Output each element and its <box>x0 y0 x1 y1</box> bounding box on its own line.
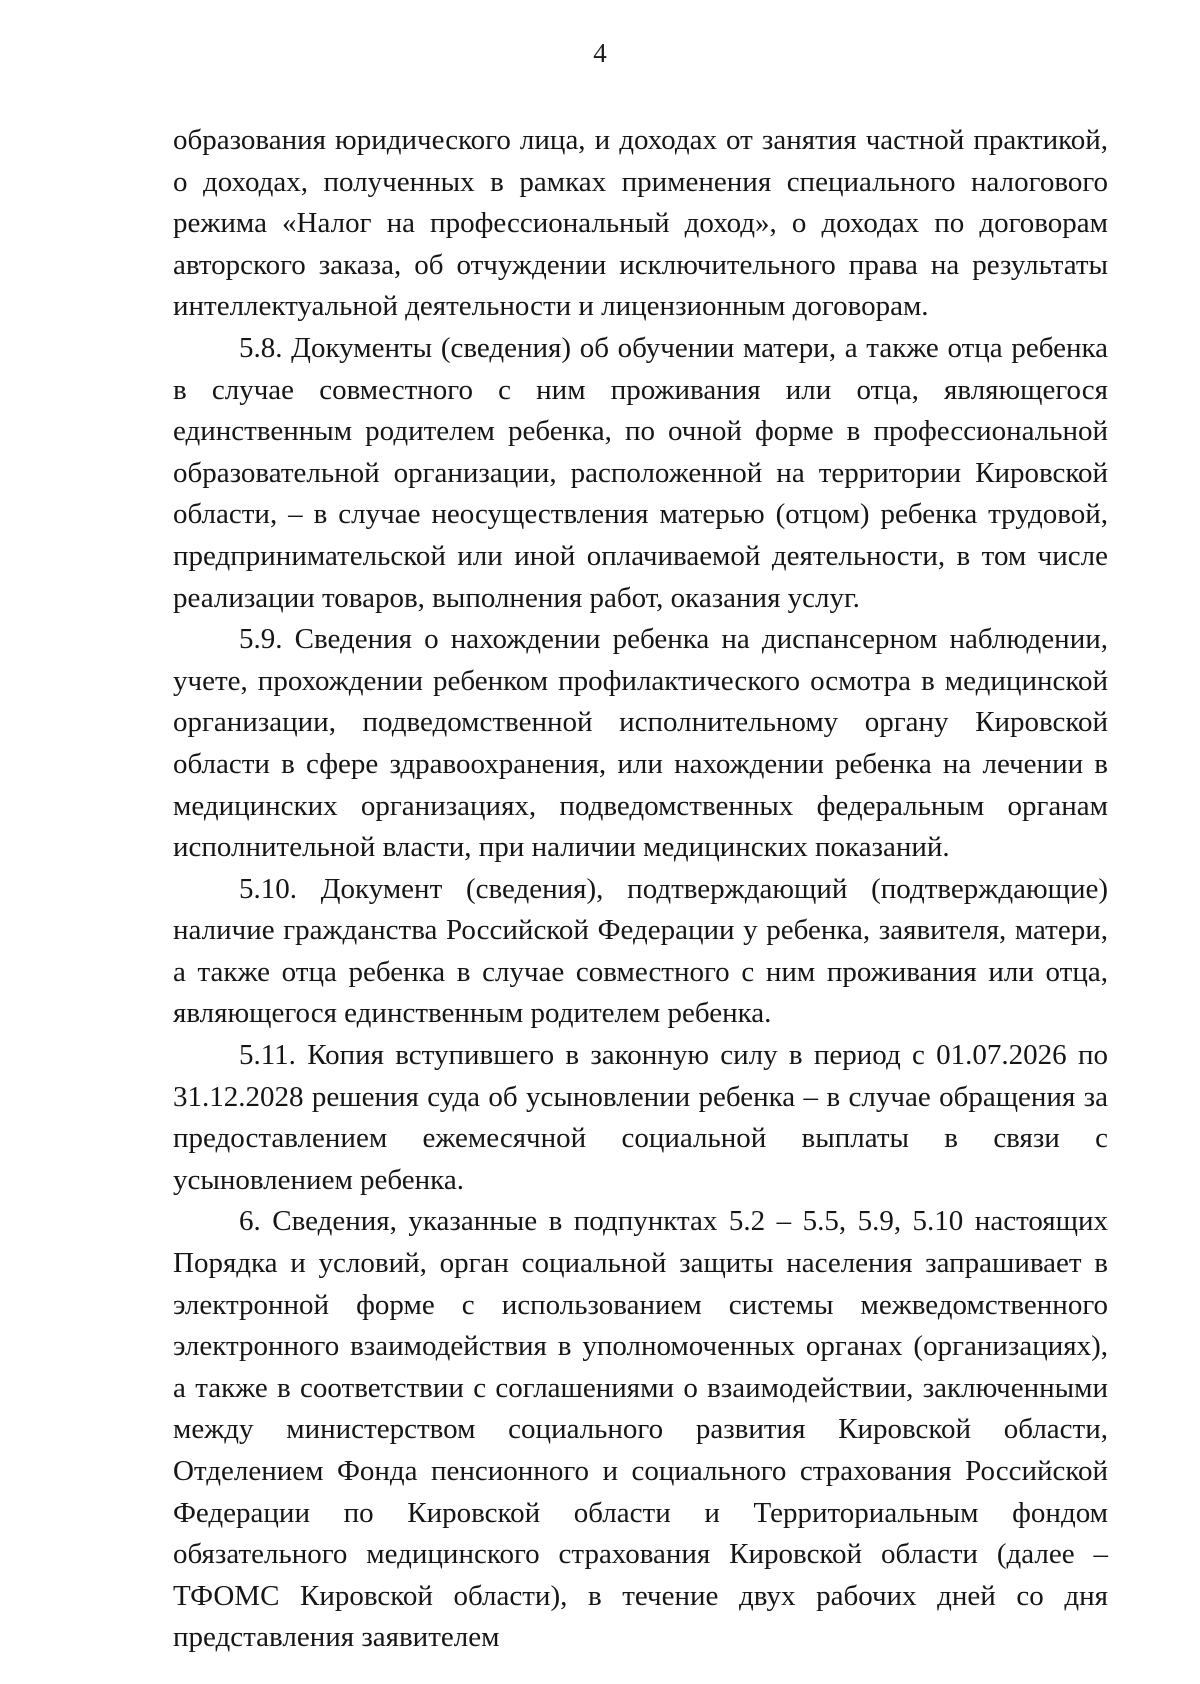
paragraph-continuation: образования юридического лица, и доходах от занятия частной практикой, о доходах, полученных в рамках применения специального налогового режима «Налог на профессиональный доход», о доходах по договорам авторского заказа, об отчуждении исключительного права на результаты интеллектуальной деятельности и лицензионным договорам. <box>173 124 1108 323</box>
document-body <box>173 120 1108 1659</box>
paragraph-item-5-8: 5.8. Документы (сведения) об обучении матери, а также отца ребенка в случае совместного с ним проживания или отца, являющегося единственным родителем ребенка, по очной форме в профессиональной образовательной организации, расположенной на территории Кировской области, – в случае неосуществления матерью (отцом) ребенка трудовой, предпринимательской или иной оплачиваемой деятельности, в том числе реализации товаров, выполнения работ, оказания услуг. <box>173 331 1108 614</box>
paragraph-item-5-9: 5.9. Сведения о нахождении ребенка на диспансерном наблюдении, учете, прохождении ребенком профилактического осмотра в медицинской организации, подведомственной исполнительному органу Кировской области в сфере здравоохранения, или нахождении ребенка на лечении в медицинских организациях, подведомственных федеральным органам исполнительной власти, при наличии медицинских показаний. <box>173 623 1108 864</box>
paragraph-item-5-11: 5.11. Копия вступившего в законную силу в период с 01.07.2026 по 31.12.2028 решения суда об усыновлении ребенка – в случае обращения за предоставлением ежемесячной социальной выплаты в связи с усыновлением ребенка. <box>173 1039 1108 1196</box>
paragraph-item-6: 6. Сведения, указанные в подпунктах 5.2 – 5.5, 5.9, 5.10 настоящих Порядка и условий, орган социальной защиты населения запрашивает в электронной форме с использованием системы межведомственного электронного взаимодействия в уполномоченных органах (организациях), а также в соответствии с соглашениями о взаимодействии, заключенными между министерством социального развития Кировской области, Отделением Фонда пенсионного и социального страхования Российской Федерации по Кировской области и Территориальным фондом обязательного медицинского страхования Кировской области (далее – ТФОМС Кировской области), в течение двух рабочих дней со дня представления заявителем <box>173 1205 1108 1654</box>
page-number: 4 <box>593 38 607 68</box>
paragraph-item-5-10: 5.10. Документ (сведения), подтверждающий (подтверждающие) наличие гражданства Российской Федерации у ребенка, заявителя, матери, а также отца ребенка в случае совместного с ним проживания или отца, являющегося единственным родителем ребенка. <box>173 872 1108 1030</box>
